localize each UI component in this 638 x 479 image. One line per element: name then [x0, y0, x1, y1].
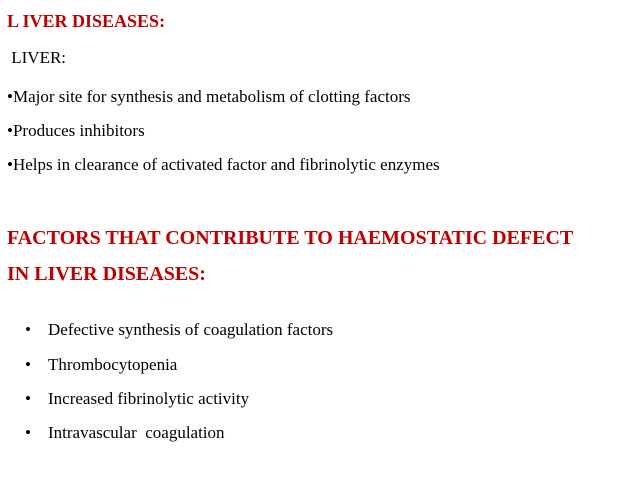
list-item-text: Thrombocytopenia — [48, 355, 178, 374]
liver-point-1: •Major site for synthesis and metabolism of clotting factors — [7, 87, 411, 106]
factors-heading-line-1: FACTORS THAT CONTRIBUTE TO HAEMOSTATIC DEFECT — [7, 227, 574, 249]
list-item-text: Intravascular coagulation — [48, 423, 225, 442]
factors-heading-line-2: IN LIVER DISEASES: — [7, 263, 206, 285]
liver-point-2: •Produces inhibitors — [7, 121, 145, 140]
bullet-icon: • — [25, 320, 31, 339]
list-item-text: Increased fibrinolytic activity — [48, 389, 250, 408]
liver-subheading: LIVER: — [7, 48, 67, 67]
bullet-icon: • — [25, 355, 31, 374]
bullet-icon: • — [25, 423, 31, 442]
page-title: L IVER DISEASES: — [7, 11, 166, 31]
bullet-icon: • — [25, 389, 31, 408]
liver-point-3: •Helps in clearance of activated factor and fibrinolytic enzymes — [7, 155, 440, 174]
list-item-text: Defective synthesis of coagulation factors — [48, 320, 334, 339]
list-item — [8, 407, 225, 458]
